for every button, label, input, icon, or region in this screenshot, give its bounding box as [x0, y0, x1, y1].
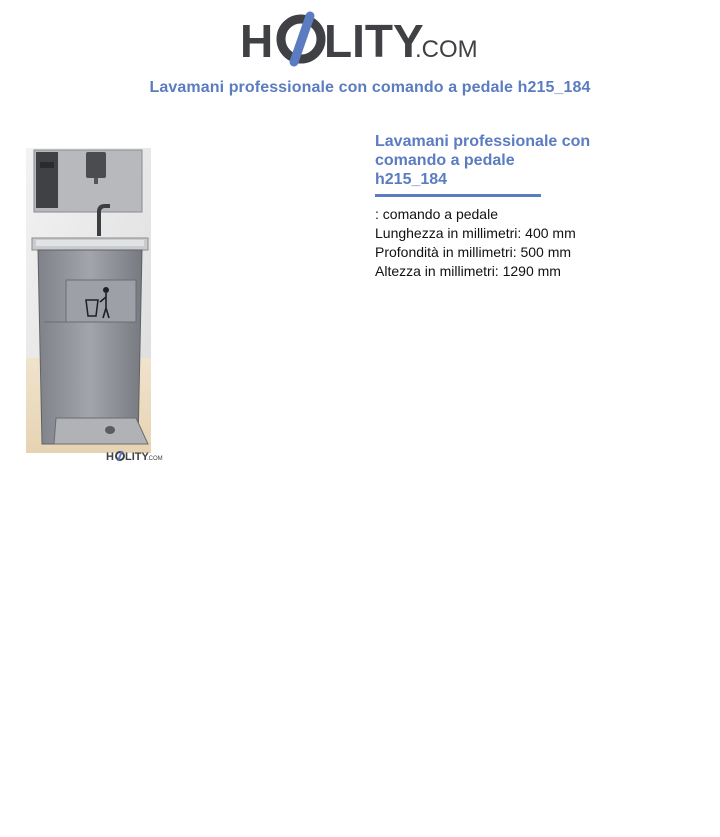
spec-depth: Profondità in millimetri: 500 mm: [375, 244, 572, 260]
logo-suffix: .COM: [415, 36, 478, 63]
product-title-line: Lavamani professionale con: [375, 133, 591, 150]
soap-dispenser: [86, 152, 106, 178]
logo-o-mark: [281, 16, 321, 62]
paper-dispenser: [36, 152, 58, 208]
svg-text:H: H: [106, 451, 114, 463]
hand-wash-station-image[interactable]: [26, 148, 166, 463]
foot-pedal: [105, 426, 115, 434]
holity-logo[interactable]: [240, 10, 480, 68]
svg-text:.COM: .COM: [147, 456, 163, 462]
spec-length: Lunghezza in millimetri: 400 mm: [375, 225, 576, 241]
spec-height: Altezza in millimetri: 1290 mm: [375, 263, 561, 279]
svg-text:LITY: LITY: [125, 451, 149, 463]
page-title: Lavamani professionale con comando a pedale h215_184: [149, 79, 591, 96]
pedal-base: [54, 418, 148, 444]
logo-word: LITY: [324, 15, 424, 67]
product-title-line: h215_184: [375, 171, 448, 188]
product-specs: [375, 205, 576, 281]
spec-control: : comando a pedale: [375, 206, 498, 222]
product-title: [375, 132, 615, 189]
logo-letter-h: H: [240, 15, 274, 67]
cabinet-body: [38, 250, 142, 444]
title-underline: [375, 194, 541, 197]
product-title-line: comando a pedale: [375, 152, 515, 169]
